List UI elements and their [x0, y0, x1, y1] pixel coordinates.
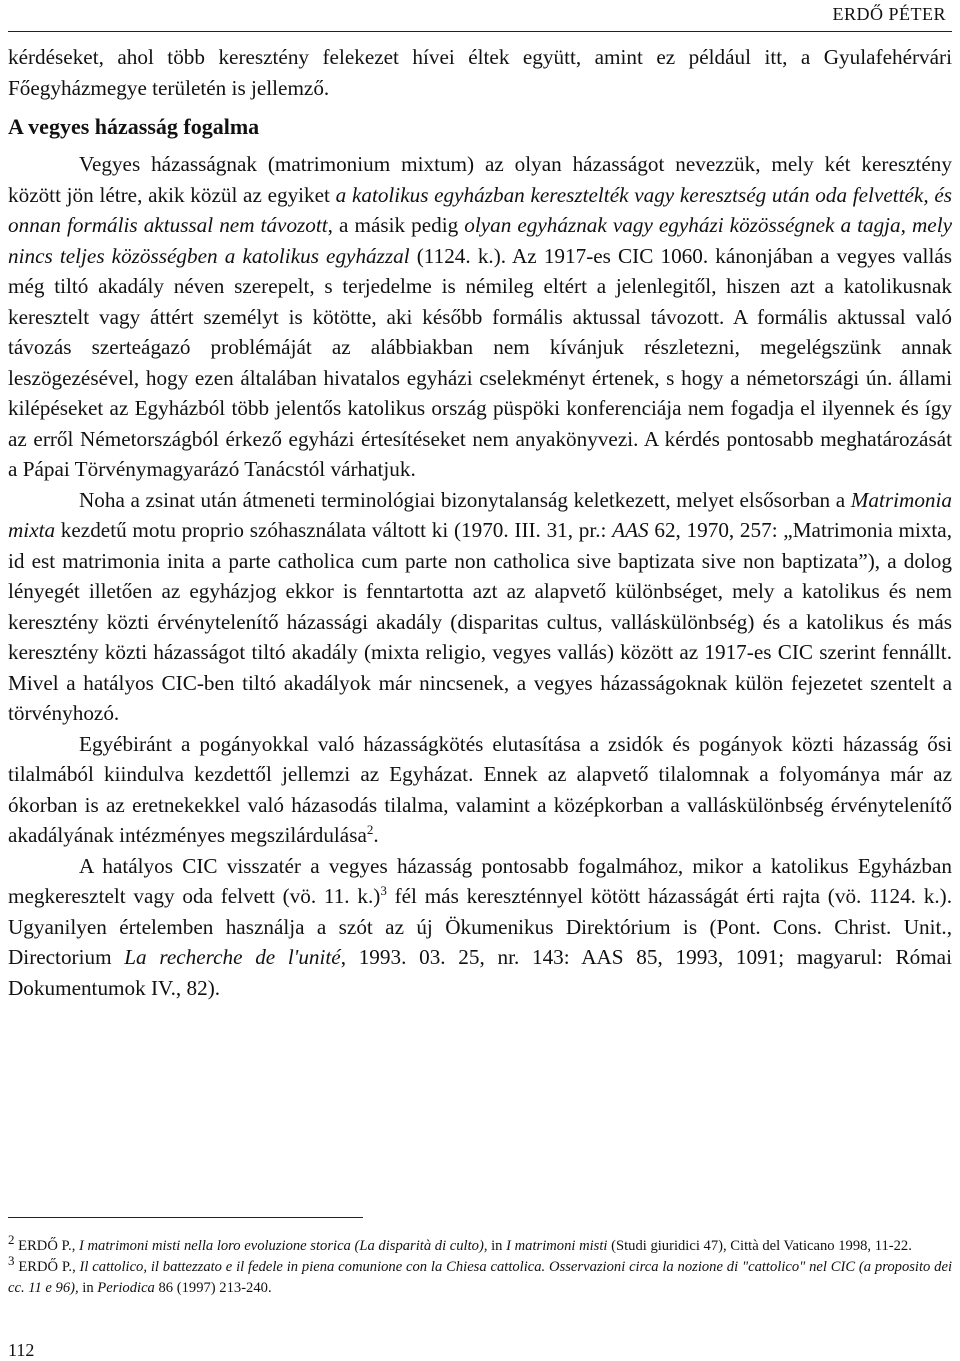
intro-paragraph: kérdéseket, ahol több keresztény felekezet hívei éltek együtt, amint ez például itt, a Gyulafehérvári Főegyházmegye területén is jellemző. [8, 45, 952, 100]
footnote-ref-3[interactable]: 3 [380, 882, 387, 898]
footnote-number: 2 [8, 1232, 15, 1248]
text-run: , in [483, 1238, 507, 1254]
footnote-author: ERDŐ P. [18, 1238, 72, 1254]
paragraph-history [8, 729, 952, 851]
italic-run: Il cattolico, il battezzato e il fedele in piena comunione con la Chiesa cattolica. Osservazioni circa la nozione di "cattolico" nel CIC (a proposito dei cc. 11 e 96), [8, 1259, 952, 1296]
text-run: kezdetű motu proprio szóhasználata váltott ki (1970. III. 31, pr.: [55, 518, 613, 542]
section-heading: A vegyes házasság fogalma [8, 114, 260, 139]
footnote-2 [8, 1232, 952, 1257]
text-run: A hatályos CIC visszatér a vegyes házasság pontosabb fogalmához, mikor a katolikus Egyházban megkeresztelt vagy oda felvett (vö. 11. k.) [8, 853, 952, 908]
paragraph-terminology [8, 485, 952, 729]
italic-run: Periodica [97, 1280, 155, 1296]
paragraph-definition [8, 149, 952, 485]
text-run: . [373, 823, 379, 847]
footnotes [8, 1232, 952, 1299]
footnote-separator [8, 1217, 363, 1218]
text-run: fél más kereszténnyel kötött házasságát érti rajta (vö. 1124. k.). Ugyanilyen értelemben használja a szót az új Ökumenikus Direktórium is (Pont. Cons. Christ. Unit., Directorium [8, 884, 952, 969]
italic-run: I matrimoni misti nella loro evoluzione storica (La disparità di culto) [78, 1238, 484, 1254]
italic-run: I matrimoni misti [506, 1238, 608, 1254]
text-run: (Studi giuridici 47), Città del Vaticano 1998, 11-22. [607, 1238, 912, 1254]
italic-run: AAS [612, 518, 649, 542]
text-run: 62, 1970, 257: „Matrimonia mixta, id est matrimonia inita a parte catholica cum parte non catholica sive baptizata sive non baptizata”), a dolog lényegét illetően az egyházjog ekkor is fenntartotta azt az alapvető különbséget, mely a katolikus és nem keresztény közti érvénytelenítő házassági akadály (disparitas cultus, valláskülönbség) és a katolikus és más keresztény közti házasságot tiltó akadály (mixta religio, vegyes vallás) között az 1917-es CIC szerint fennállt. Mivel a hatályos CIC-ben tiltó akadályok már nincsenek, a vegyes házasságoknak külön fejezetet szentelt a törvényhozó. [8, 518, 953, 725]
text-run: , [71, 1238, 79, 1254]
footnote-number: 3 [8, 1253, 15, 1269]
running-header: ERDŐ PÉTER [832, 4, 946, 24]
footnote-author: ERDŐ P. [18, 1259, 73, 1275]
text-run: 86 (1997) 213-240. [154, 1280, 272, 1296]
text-run: Egyébiránt a pogányokkal való házasságkötés elutasítása a zsidók és pogányok közti házasság ősi tilalmából kiindulva kezdettől jellemzi az Egyházat. Ennek az alapvető tilalomnak a folyománya már az ókorban is az eretnekekkel való házasodás tilalma, valamint a középkorban a valláskülönbség érvénytelenítő akadályának intézményes megszilárdulása [8, 731, 952, 847]
italic-run: Matrimonia mixta [8, 487, 952, 542]
header-rule [8, 31, 952, 32]
paragraph-current-law [8, 851, 952, 1004]
text-run: , 1993. 03. 25, nr. 143: AAS 85, 1993, 1091; magyarul: Római Dokumentumok IV., 82). [8, 945, 952, 1000]
text-run: , [72, 1259, 80, 1275]
italic-run: a katolikus egyházban keresztelték vagy keresztség után oda felvették, és onnan formális aktussal nem távozott [8, 182, 952, 237]
text-run: Noha a zsinat után átmeneti terminológiai bizonytalanság keletkezett, melyet elsősorban a [79, 487, 851, 512]
footnote-3 [8, 1253, 952, 1299]
main-text [8, 42, 952, 1003]
italic-run: olyan egyháznak vagy egyházi közösségnek a tagja, mely nincs teljes közösségben a katolikus egyházzal [8, 213, 952, 268]
text-run: (1124. k.). Az 1917-es CIC 1060. kánonjában a vegyes vallás még tiltó akadály néven szerepelt, s terjedelme is némileg eltért a jelenlegitől, hiszen azt a katolikusnak keresztelt vagy áttért személyt is kötötte, aki később formális aktussal távozott. A formális aktussal való távozás szerteágazó problémáját az alábbiakban nem kívánjuk részletezni, megelégszünk annak leszögezésével, hogy ezen általában hivatalos egyházi cselekményt értenek, s hogy a németországi ún. állami kilépéseket az Egyházból több jelentős katolikus ország püspöki konferenciája nem fogadja el ilyennek és így az erről Németországból érkező egyházi értesítéseket nem anyakönyvezi. A kérdés pontosabb meghatározását a Pápai Törvénymagyarázó Tanácstól várhatjuk. [8, 243, 952, 481]
text-run: , a másik pedig [327, 213, 465, 237]
italic-run: La recherche de l'unité [124, 945, 341, 969]
text-run: in [78, 1280, 98, 1296]
footnote-ref-2[interactable]: 2 [366, 821, 374, 837]
text-run: Vegyes házasságnak (matrimonium mixtum) az olyan házasságot nevezzük, mely két keresztény között jön létre, akik közül az egyiket [8, 152, 952, 207]
page-number: 112 [8, 1340, 35, 1360]
